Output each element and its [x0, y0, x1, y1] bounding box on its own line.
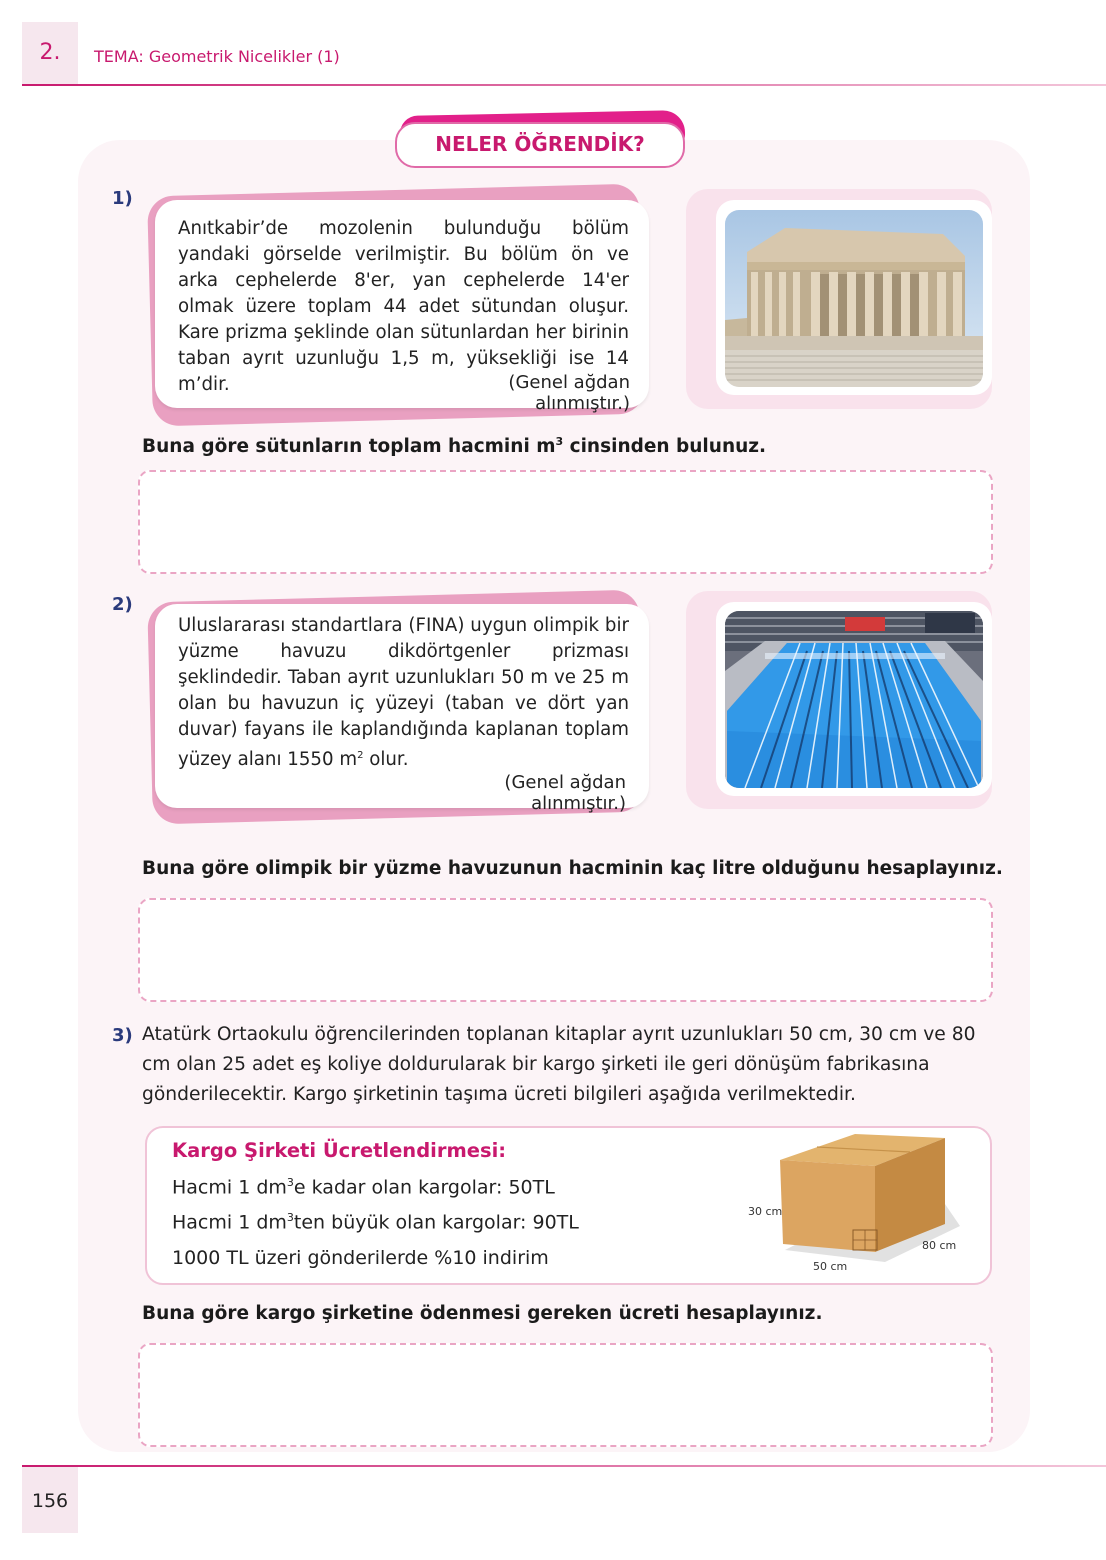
question-1-number: 1) — [112, 188, 133, 209]
q2-answer-area[interactable] — [138, 898, 993, 1002]
cargo-price-line-2-text: Hacmi 1 dm — [172, 1211, 287, 1234]
question-2-number: 2) — [112, 594, 133, 615]
q1-paragraph — [178, 216, 629, 398]
chapter-theme: TEMA: Geometrik Nicelikler (1) — [94, 47, 340, 66]
chapter-number: 2. — [39, 40, 61, 65]
q1-answer-area[interactable] — [138, 470, 993, 574]
q3-answer-area[interactable] — [138, 1343, 993, 1447]
q1-question-text: Buna göre sütunların toplam hacmini m — [142, 436, 556, 458]
q3-question: Buna göre kargo şirketine ödenmesi gereken ücreti hesaplayınız. — [142, 1303, 823, 1324]
q2-source: (Genel ağdan alınmıştır.) — [504, 772, 626, 814]
q1-paragraph-text: Anıtkabir’de mozolenin bulunduğu bölüm yandaki görselde verilmiştir. Bu bölüm ön ve arka cephelerde 8'er, yan cephelerde 14'er olmak üzere toplam 44 adet sütundan oluşur. Kare prizma şeklinde olan sütunlardan her birinin taban ayrıt uzunluğu 1,5 m, yüksekliği ise 14 m’dir. — [178, 218, 629, 395]
swimming-pool-photo — [725, 611, 983, 788]
cargo-price-line-1-superscript: 3 — [286, 1176, 294, 1189]
cargo-price-line-2-superscript: 3 — [286, 1211, 294, 1224]
box-height-label: 30 cm — [748, 1205, 783, 1218]
cargo-pricing-title: Kargo Şirketi Ücretlendirmesi: — [172, 1139, 507, 1162]
cargo-price-line-1 — [172, 1176, 555, 1198]
q1-question — [142, 435, 766, 457]
cargo-price-line-1-text-end: e kadar olan kargolar: 50TL — [293, 1176, 555, 1199]
footer-divider — [22, 1465, 1106, 1467]
q2-paragraph-superscript: 2 — [357, 750, 364, 761]
header-divider — [22, 84, 1106, 86]
cargo-price-line-3: 1000 TL üzeri gönderilerde %10 indirim — [172, 1247, 549, 1269]
anitkabir-photo — [725, 210, 983, 387]
q1-question-text-end: cinsinden bulunuz. — [563, 436, 767, 458]
question-3-number: 3) — [112, 1025, 133, 1046]
q2-paragraph — [178, 613, 629, 773]
q1-source: (Genel ağdan alınmıştır.) — [508, 372, 630, 414]
cargo-price-line-1-text: Hacmi 1 dm — [172, 1176, 287, 1199]
q2-question: Buna göre olimpik bir yüzme havuzunun hacminin kaç litre olduğunu hesaplayınız. — [142, 858, 1003, 879]
q1-question-superscript: 3 — [555, 435, 564, 448]
q2-paragraph-text: Uluslararası standartlara (FINA) uygun olimpik bir yüzme havuzu dikdörtgenler prizması şeklindedir. Taban ayrıt uzunlukları 50 m ve 25 m olan bu havuzun iç yüzeyi (taban ve dört yan duvar) fayans ile kaplandığında kaplanan toplam yüzey alanı 1550 m — [178, 615, 629, 771]
q2-paragraph-text-end: olur. — [363, 749, 409, 771]
box-width-label: 50 cm — [813, 1260, 848, 1273]
cargo-price-line-2-text-end: ten büyük olan kargolar: 90TL — [293, 1211, 579, 1234]
q3-paragraph: Atatürk Ortaokulu öğrencilerinden toplanan kitaplar ayrıt uzunlukları 50 cm, 30 cm ve 80 cm olan 25 adet eş koliye doldurularak bir kargo şirketi ile geri dönüşüm fabrikasına gönderilecektir. Kargo şirketinin taşıma ücreti bilgileri aşağıda verilmektedir. — [142, 1024, 976, 1105]
section-title: NELER ÖĞRENDİK? — [435, 132, 645, 156]
cargo-price-line-2 — [172, 1211, 579, 1233]
page-number: 156 — [31, 1490, 69, 1512]
box-depth-label: 80 cm — [922, 1239, 957, 1252]
